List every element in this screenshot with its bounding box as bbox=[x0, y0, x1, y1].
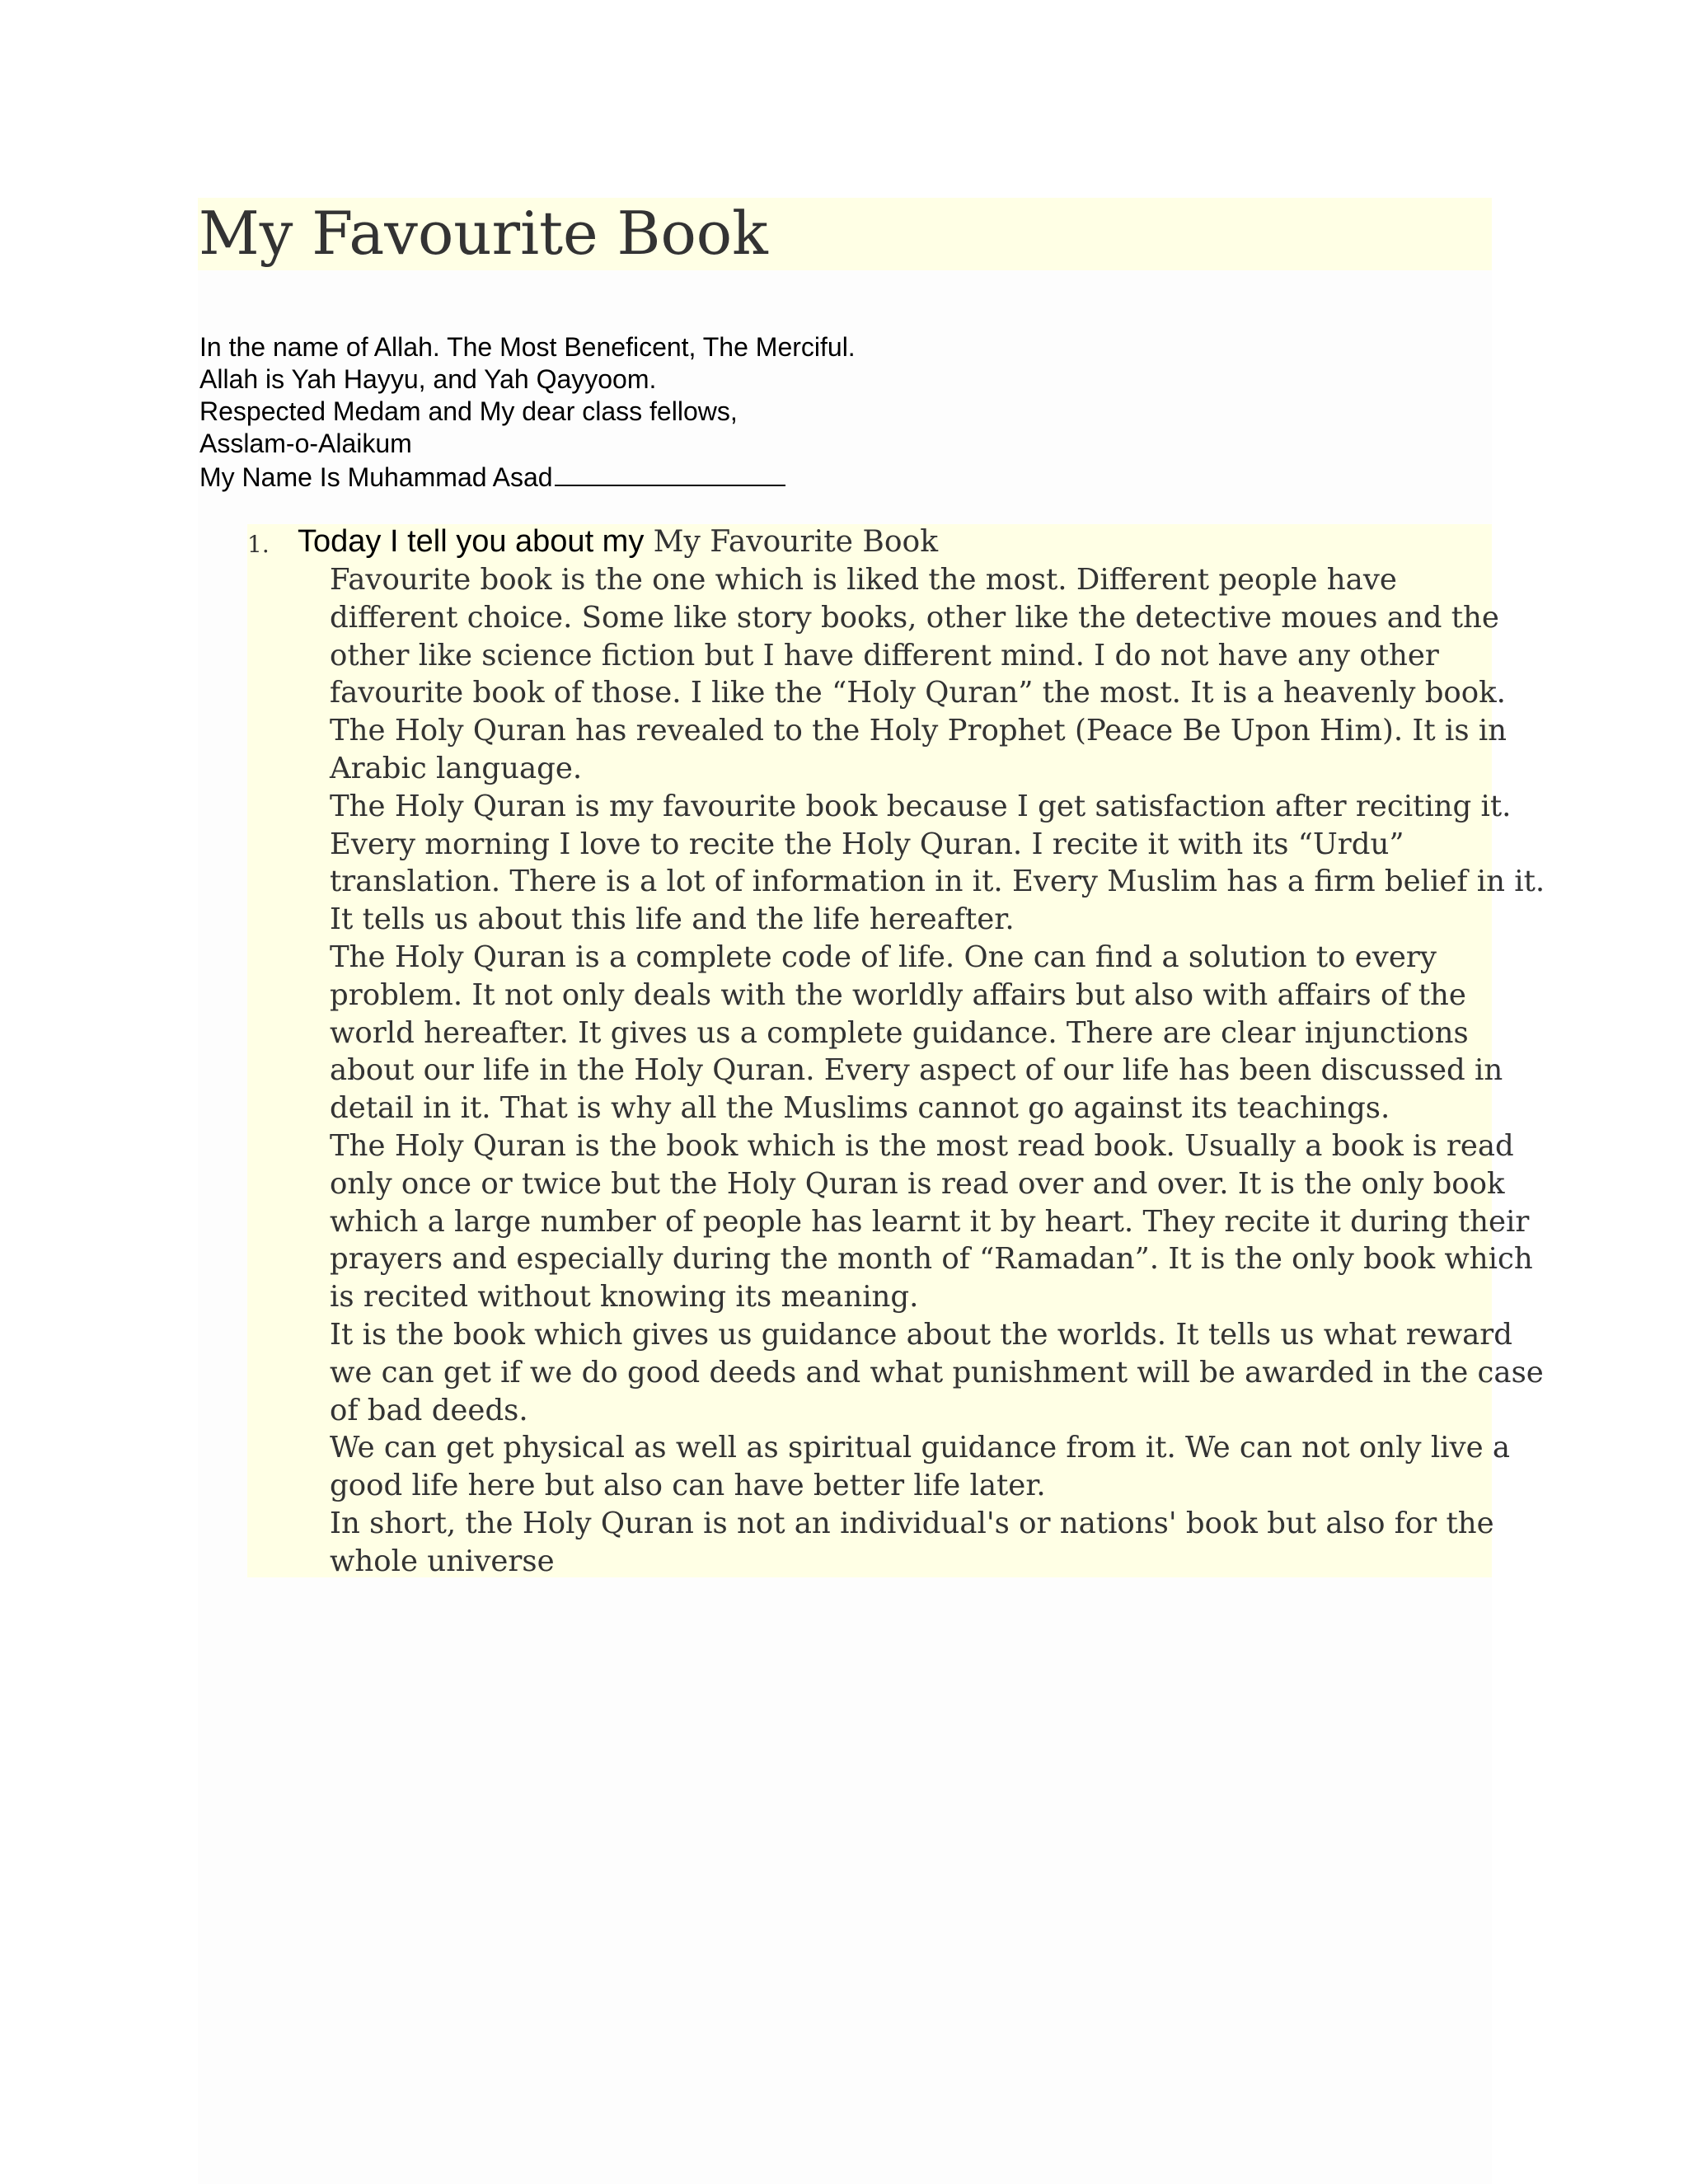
name-label: My Name Is Muhammad Asad bbox=[199, 462, 553, 492]
essay-paragraph-3 bbox=[298, 939, 1503, 1127]
essay-paragraph-1 bbox=[298, 561, 1507, 788]
essay-line: Every morning I love to recite the Holy Quran. I recite it with its “Urdu” bbox=[330, 827, 1404, 861]
essay-line: The Holy Quran is the book which is the most read book. Usually a book is read bbox=[330, 1128, 1514, 1163]
essay-line: of bad deeds. bbox=[330, 1393, 528, 1427]
essay-line: different choice. Some like story books, other like the detective moues and the bbox=[330, 600, 1499, 635]
essay-line: It is the book which gives us guidance about the worlds. It tells us what reward bbox=[330, 1317, 1512, 1352]
essay-line: We can get physical as well as spiritual guidance from it. We can not only live a bbox=[330, 1431, 1511, 1465]
essay-line: whole universe bbox=[330, 1544, 555, 1578]
essay-line: The Holy Quran is my favourite book because I get satisfaction after reciting it. bbox=[330, 789, 1512, 823]
essay-line: favourite book of those. I like the “Holy Quran” the most. It is a heavenly book. bbox=[330, 676, 1506, 710]
essay-line: translation. There is a lot of information in it. Every Muslim has a firm belief in it. bbox=[330, 865, 1545, 899]
intro-line-greeting: Respected Medam and My dear class fellows, bbox=[199, 396, 738, 426]
intro-line-bismillah: In the name of Allah. The Most Beneficent, The Merciful. bbox=[199, 332, 856, 362]
essay-lead-line bbox=[298, 523, 1493, 561]
essay-paragraph-5 bbox=[298, 1316, 1544, 1429]
essay-line: good life here but also can have better life later. bbox=[330, 1469, 1046, 1503]
essay-line: It tells us about this life and the life hereafter. bbox=[330, 902, 1015, 937]
essay-line: The Holy Quran has revealed to the Holy Prophet (Peace Be Upon Him). It is in bbox=[330, 714, 1507, 748]
intro-line-allah: Allah is Yah Hayyu, and Yah Qayyoom. bbox=[199, 364, 657, 394]
essay-line: which a large number of people has learnt it by heart. They recite it during their bbox=[330, 1204, 1530, 1239]
list-number: 1. bbox=[247, 531, 270, 558]
essay-line: is recited without knowing its meaning. bbox=[330, 1280, 919, 1315]
essay-line: Favourite book is the one which is liked the most. Different people have bbox=[330, 563, 1397, 597]
essay-paragraph-4 bbox=[298, 1127, 1533, 1316]
essay-line: only once or twice but the Holy Quran is read over and over. It is the only book bbox=[330, 1166, 1505, 1201]
essay-line: The Holy Quran is a complete code of life. One can find a solution to every bbox=[330, 940, 1437, 974]
essay-line: about our life in the Holy Quran. Every aspect of our life has been discussed in bbox=[330, 1053, 1503, 1088]
intro-line-name bbox=[199, 460, 1106, 494]
essay-line: In short, the Holy Quran is not an individual's or nations' book but also for the bbox=[330, 1506, 1494, 1540]
essay-line: world hereafter. It gives us a complete guidance. There are clear injunctions bbox=[330, 1015, 1469, 1050]
essay-line: we can get if we do good deeds and what punishment will be awarded in the case bbox=[330, 1355, 1544, 1390]
essay-line: prayers and especially during the month of “Ramadan”. It is the only book which bbox=[330, 1242, 1533, 1277]
name-blank-line bbox=[555, 460, 785, 486]
essay-line: detail in it. That is why all the Muslims cannot go against its teachings. bbox=[330, 1091, 1390, 1126]
lead-text: Today I tell you about my bbox=[298, 524, 645, 559]
essay-paragraph-7 bbox=[298, 1505, 1493, 1581]
intro-block bbox=[199, 331, 1106, 494]
lead-title: My Favourite Book bbox=[653, 525, 939, 559]
intro-line-salam: Asslam-o-Alaikum bbox=[199, 429, 412, 458]
essay-line: Arabic language. bbox=[330, 751, 583, 785]
document-title: My Favourite Book bbox=[199, 199, 768, 268]
essay-line: problem. It not only deals with the worldly affairs but also with affairs of the bbox=[330, 977, 1466, 1012]
essay-paragraph-6 bbox=[298, 1429, 1511, 1505]
essay-line: other like science fiction but I have different mind. I do not have any other bbox=[330, 638, 1439, 673]
essay-body bbox=[298, 523, 1545, 1581]
essay-paragraph-2 bbox=[298, 788, 1545, 939]
